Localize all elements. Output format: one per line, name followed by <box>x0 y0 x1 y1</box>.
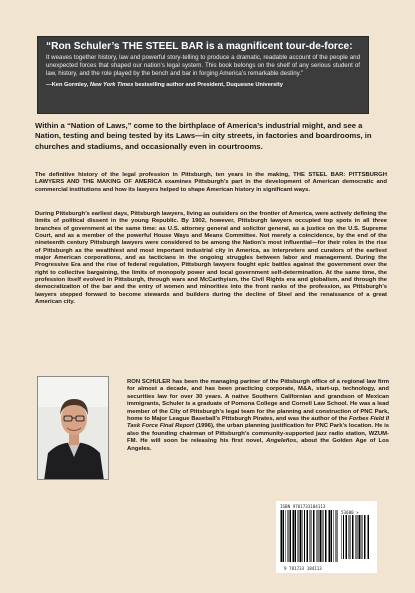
quote-attribution <box>46 81 360 89</box>
endorsement-quote-box <box>37 36 369 114</box>
barcode-digits: 9 781733 184113 <box>284 566 322 571</box>
description-paragraph-1: The definitive history of the legal profession in Pittsburgh, ten years in the making, THE STEEL BAR: PITTSBURGH LAWYERS AND THE MAKING OF AMERICA examines Pittsburgh’s part in the development of American democratic and commercial institutions and how its lawyers helped to shape American history in significant ways. <box>35 172 387 193</box>
quote-headline: “Ron Schuler’s THE STEEL BAR is a magnificent tour-de-force: <box>46 41 353 52</box>
bio-report-title: Forbes Field II Task Force Final Report <box>127 416 389 430</box>
barcode-bars <box>280 510 338 562</box>
author-name: RON SCHULER <box>127 379 171 385</box>
description-paragraph-2: During Pittsburgh’s earliest days, Pittsburgh lawyers, living as outsiders on the frontier of America, were actively defining the limits of political dissent in the young Republic. By 1902, however, Pittsburgh lawyers occupied top spots in all three branches of government at the same time: as U.S. attorney general and solicitor general, as a justice on the U.S. Supreme Court, and as a member of the powerful House Ways and Means Committee. Not merely a coincidence, by the end of the nineteenth century Pittsburgh lawyers were considered to be among the Nation’s most influential—for their roles in the rise of Pittsburgh as the wealthiest and most important industrial city in America, as interpreters and curators of the earliest major American corporations, and as tacticians in the ongoing struggles between labor and management. During the Progressive Era and the rise of federal regulation, Pittsburgh lawyers fought epic battles against the government over the right to collective bargaining, the limits of monopoly power and local government self-determination. At the same time, the profession itself evolved in Pittsburgh, through wars and McCarthyism, the Civil Rights era and globalism, and through the democratization of the bar and the entry of women and minorities into the front ranks of the profession, as Pittsburgh’s lawyers stepped forward to become stewards and builders during the decline of Steel and the renaissance of a great American city. <box>35 211 387 306</box>
quote-attribution-author: —Ken Gormley, <box>46 82 89 89</box>
bio-text-1: has been the managing partner of the Pittsburgh office of a regional law firm for almost a decade, and has been practicing corporate, M&A, start-up, technology, and securities law for over 30 years. A native Southern Californian and grandson of Mexican immigrants, Schuler is a graduate of Pomona College and Cornell Law School. He was a lead member of the City of Pittsburgh’s legal team for the planning and construction of PNC Park, home to Major League Baseball’s Pittsburgh Pirates, and was the author of the <box>127 379 389 423</box>
author-photo <box>37 376 109 480</box>
bio-text-3: , about the Golden Age of Los Angeles. <box>127 438 389 452</box>
author-portrait-icon <box>38 377 109 480</box>
quote-body: It weaves together history, law and powerful story-telling to produce a dramatic, readable account of the people and unexpected forces that shaped our nation’s legal system. This book belongs on the shelf of any serious student of law, history, and the role played by the bench and bar in forging America’s remarkable destiny.” <box>46 54 360 78</box>
barcode-addon-number: 53600 > <box>341 510 359 515</box>
lead-statement: Within a “Nation of Laws,” come to the birthplace of America’s industrial might, and see a Nation, testing and being tested by its Laws—in city streets, in factories and boardrooms, in churches and stadiums, and occasionally even in courtrooms. <box>35 121 372 151</box>
bio-text-2: (1996), the urban planning justification for PNC Park’s location. He is also the founding chairman of Pittsburgh’s community-supported jazz radio station, WZUM-FM. He will soon be releasing his first novel, <box>127 423 389 445</box>
isbn-label: ISBN 9781733184113 <box>280 504 326 509</box>
quote-attribution-credit: New York Times <box>89 82 134 89</box>
barcode-addon-bars <box>341 515 369 559</box>
isbn-barcode <box>276 501 377 573</box>
bio-novel-title: Angeleños <box>266 438 297 445</box>
barcode-addon <box>341 510 369 559</box>
quote-attribution-rest: bestselling author and President, Duquesne University <box>134 82 283 89</box>
author-bio <box>127 379 389 453</box>
